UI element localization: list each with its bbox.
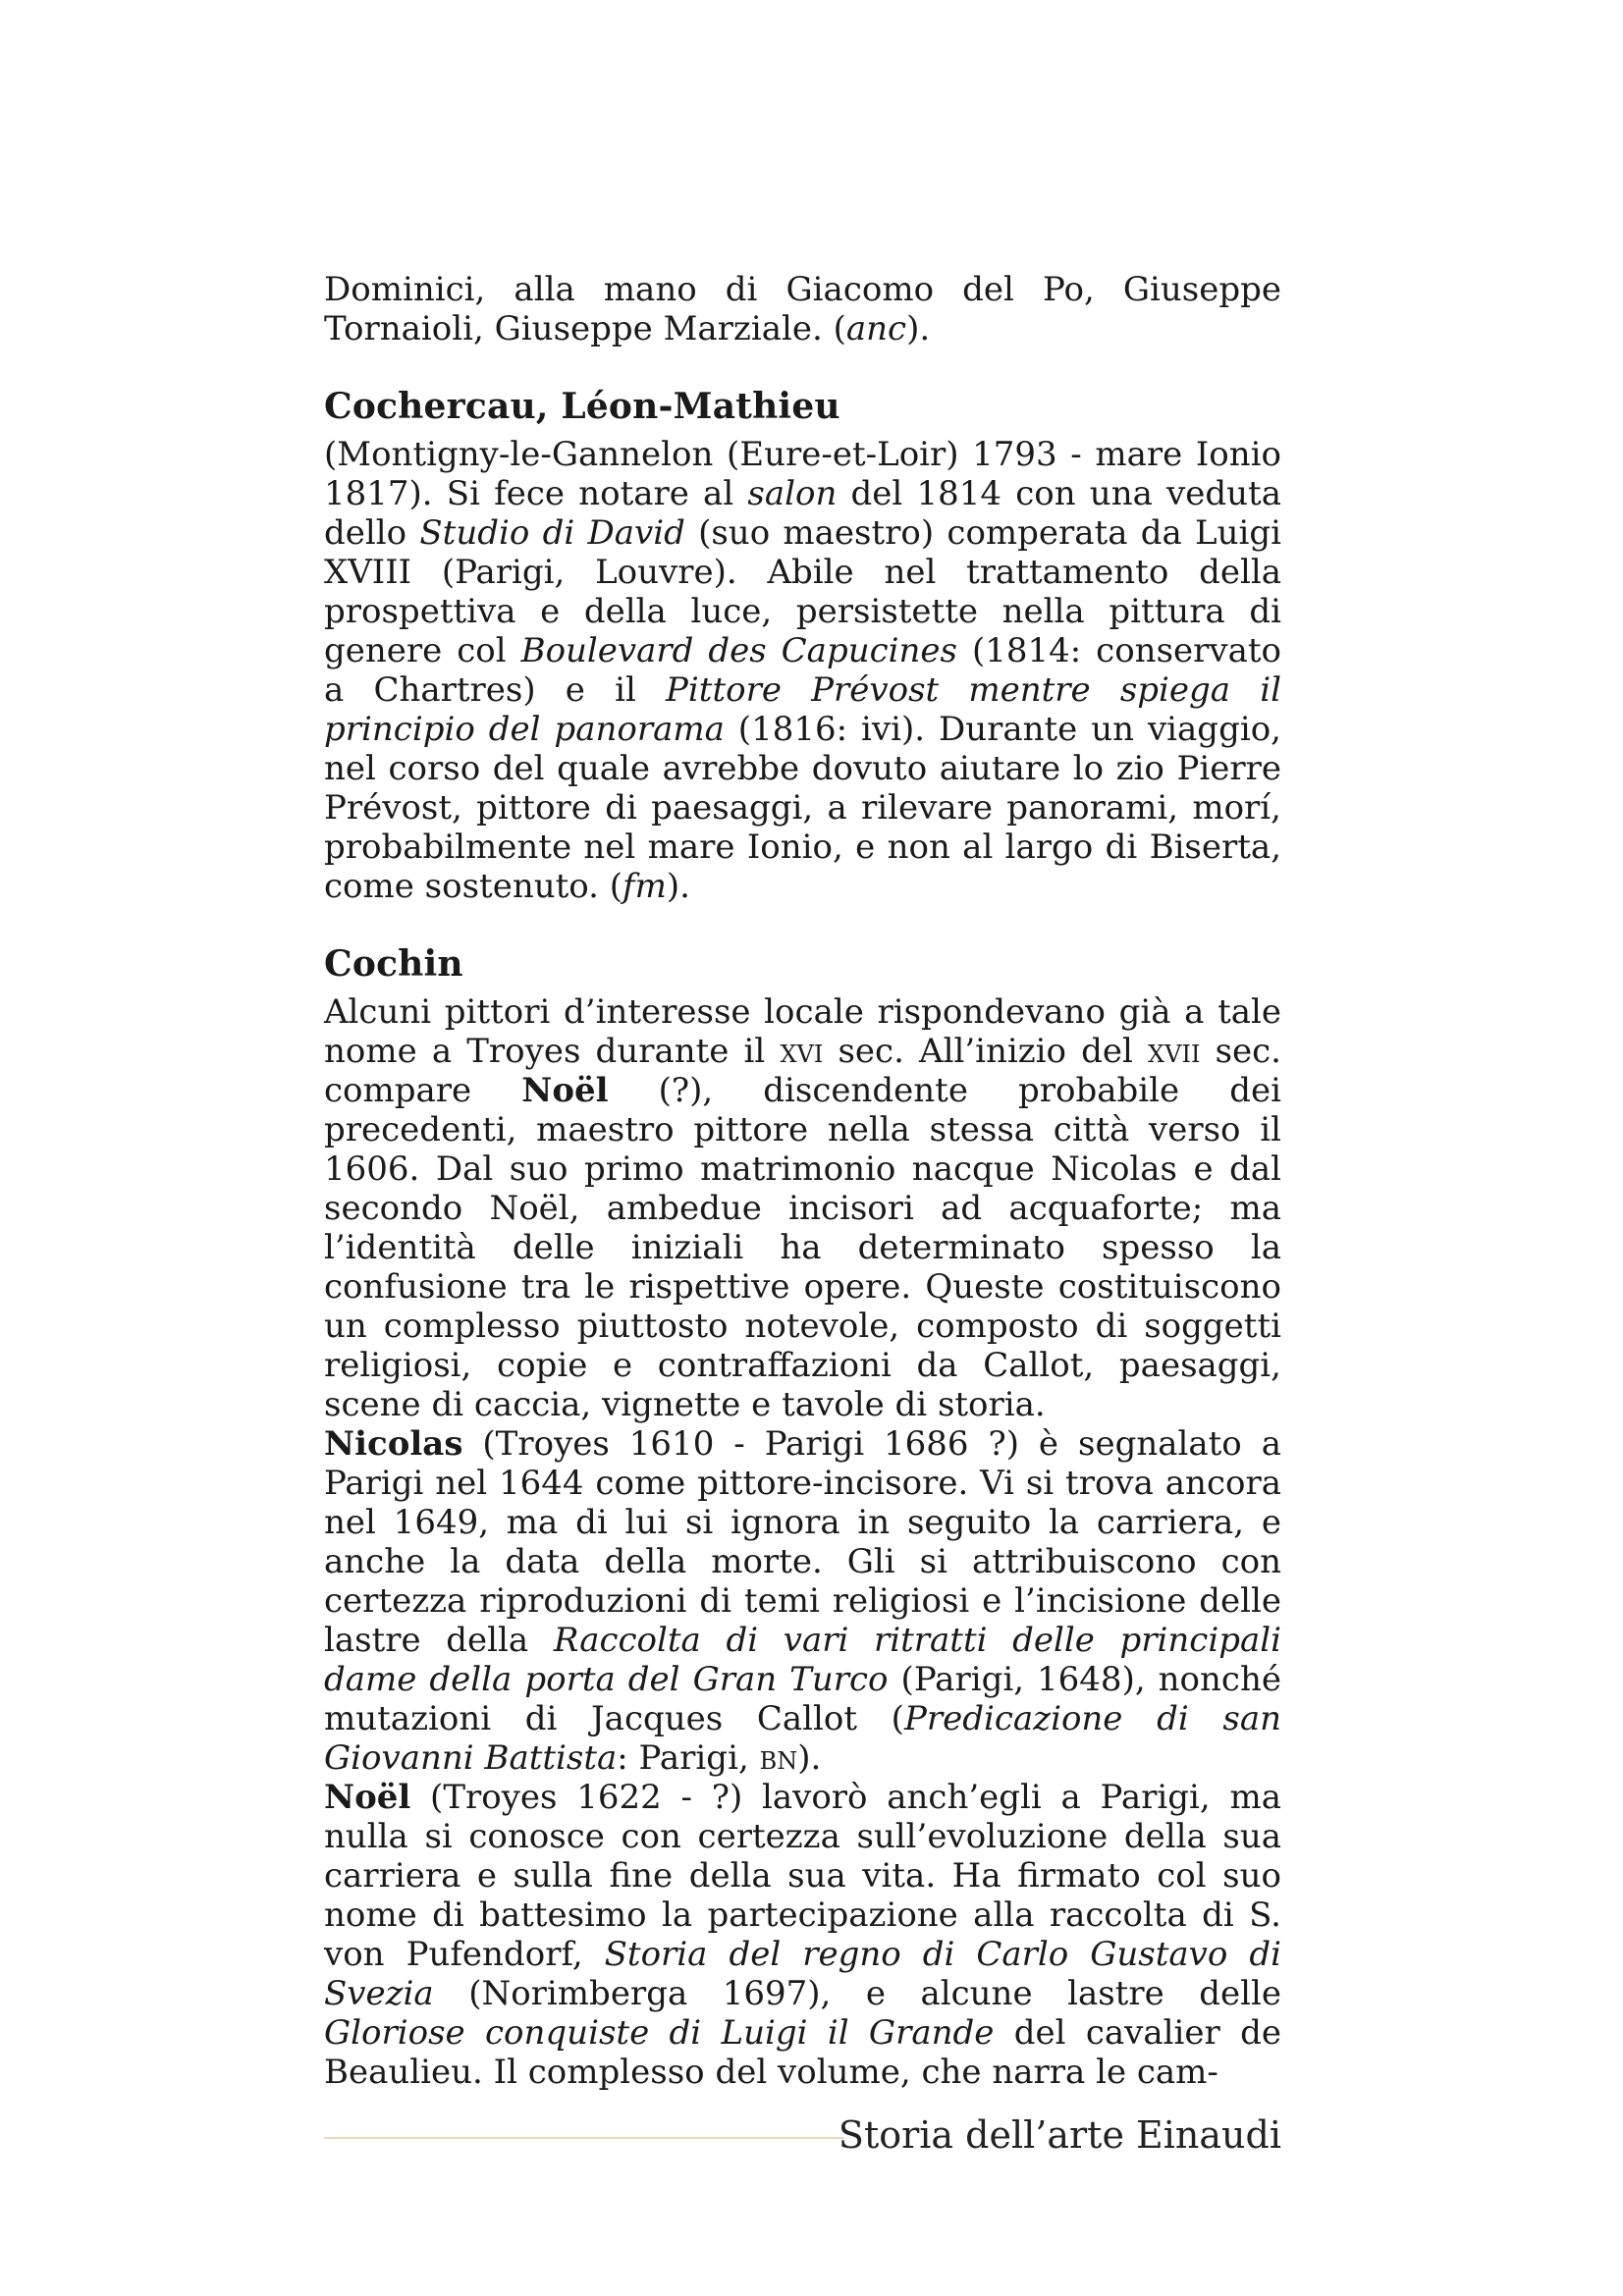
author-initials: fm: [622, 867, 667, 906]
entry-text-cochin-nicolas: Nicolas (Troyes 1610 - Parigi 1686 ?) è segnalato a Parigi nel 1644 come pittore-incisore. Vi si trova ancora nel 1649, ma di lui si ignora in seguito la carriera, e anche la data della morte. Gli si attribuiscono con certezza riproduzioni di temi religiosi e l’incisione delle lastre della Raccolta di vari ritratti delle principali dame della porta del Gran Turco (Parigi, 1648), nonché mutazioni di Jacques Callot (Predicazione di san Giovanni Battista: Parigi, bn).: [324, 1424, 1281, 1778]
continuation-paragraph: Dominici, alla mano di Giacomo del Po, Giuseppe Tornaioli, Giuseppe Marziale. (anc).: [324, 270, 1281, 348]
author-initials: anc: [845, 309, 907, 348]
entry-text-cochin-noel: Noël (Troyes 1622 - ?) lavorò anch’egli a Parigi, ma nulla si conosce con certezza sull’evoluzione della sua carriera e sulla fine della sua vita. Ha firmato col suo nome di battesimo la partecipazione alla raccolta di S. von Pufendorf, Storia del regno di Carlo Gustavo di Svezia (Norimberga 1697), e alcune lastre delle Gloriose conquiste di Luigi il Grande del cavalier de Beaulieu. Il complesso del volume, che narra le cam-: [324, 1778, 1281, 2092]
footer-rule: [324, 2137, 844, 2139]
entry-heading-cochercau: Cochercau, Léon-Mathieu: [324, 386, 840, 427]
entry-heading-cochin: Cochin: [324, 943, 463, 985]
entry-text-cochin-intro: Alcuni pittori d’interesse locale rispondevano già a tale nome a Troyes durante il xvi sec. All’inizio del xvii sec. compare Noël (?), discendente probabile dei precedenti, maestro pittore nella stessa città verso il 1606. Dal suo primo matrimonio nacque Nicolas e dal secondo Noël, ambedue incisori ad acquaforte; ma l’identità delle iniziali ha determinato spesso la confusione tra le rispettive opere. Queste costituiscono un complesso piuttosto notevole, composto di soggetti religiosi, copie e contraffazioni da Callot, paesaggi, scene di caccia, vignette e tavole di storia.: [324, 992, 1281, 1424]
footer-title: Storia dell’arte Einaudi: [838, 2113, 1281, 2157]
document-body: [324, 270, 1281, 2092]
entry-text-cochercau: (Montigny-le-Gannelon (Eure-et-Loir) 1793 - mare Ionio 1817). Si fece notare al salon del 1814 con una veduta dello Studio di David (suo maestro) comperata da Luigi XVIII (Parigi, Louvre). Abile nel trattamento della prospettiva e della luce, persistette nella pittura di genere col Boulevard des Capucines (1814: conservato a Chartres) e il Pittore Prévost mentre spiega il principio del panorama (1816: ivi). Durante un viaggio, nel corso del quale avrebbe dovuto aiutare lo zio Pierre Prévost, pittore di paesaggi, a rilevare panorami, morí, probabilmente nel mare Ionio, e non al largo di Biserta, come sostenuto. (fm).: [324, 435, 1282, 906]
